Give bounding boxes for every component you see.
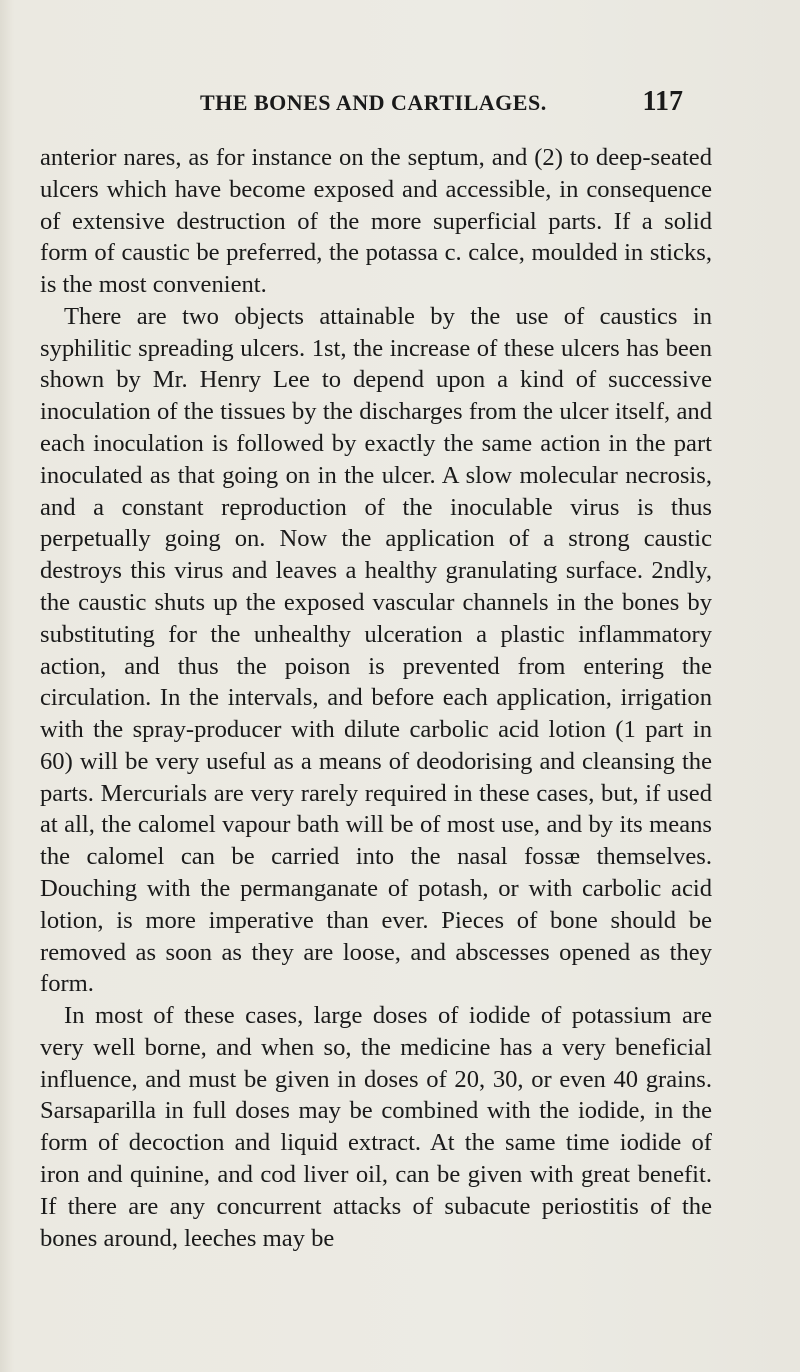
page-number: 117 bbox=[642, 86, 683, 117]
paragraph: In most of these cases, large doses of iodide of potassium are very well borne, and when so, the medicine has a very beneficial influence, and must be given in doses of 20, 30, or even 40 grains. Sarsaparilla in full doses may be combined with the iodide, in the form of decoction and liquid extract. At the same time iodide of iron and quinine, and cod liver oil, can be given with great benefit. If there are any concurrent attacks of subacute periostitis of the bones around, leeches may be bbox=[40, 1002, 712, 1252]
page-header bbox=[200, 86, 683, 130]
paragraph: anterior nares, as for instance on the septum, and (2) to deep-seated ulcers which have become exposed and accessible, in consequence of extensive destruction of the more superficial parts. If a solid form of caustic be preferred, the potassa c. calce, moulded in sticks, is the most convenient. bbox=[40, 144, 712, 299]
paragraph: There are two objects attainable by the use of caustics in syphilitic spreading ulcers. 1st, the increase of these ulcers has been shown by Mr. Henry Lee to depend upon a kind of successive inoculation of the tissues by the discharges from the ulcer itself, and each inoculation is followed by exactly the same action in the part inoculated as that going on in the ulcer. A slow molecular necrosis, and a constant reproduction of the inoculable virus is thus perpetually going on. Now the application of a strong caustic destroys this virus and leaves a healthy granulating surface. 2ndly, the caustic shuts up the exposed vascular channels in the bones by substituting for the unhealthy ulceration a plastic inflammatory action, and thus the poison is prevented from entering the circulation. In the intervals, and before each application, irrigation with the spray-producer with dilute carbolic acid lotion (1 part in 60) will be very useful as a means of deodorising and cleansing the parts. Mercurials are very rarely required in these cases, but, if used at all, the calomel vapour bath will be of most use, and by its means the calomel can be carried into the nasal fossæ themselves. Douching with the permanganate of potash, or with carbolic acid lotion, is more imperative than ever. Pieces of bone should be removed as soon as they are loose, and abscesses opened as they form. bbox=[40, 302, 712, 998]
running-head: THE BONES AND CARTILAGES. bbox=[200, 90, 547, 115]
body-text bbox=[40, 142, 712, 1254]
